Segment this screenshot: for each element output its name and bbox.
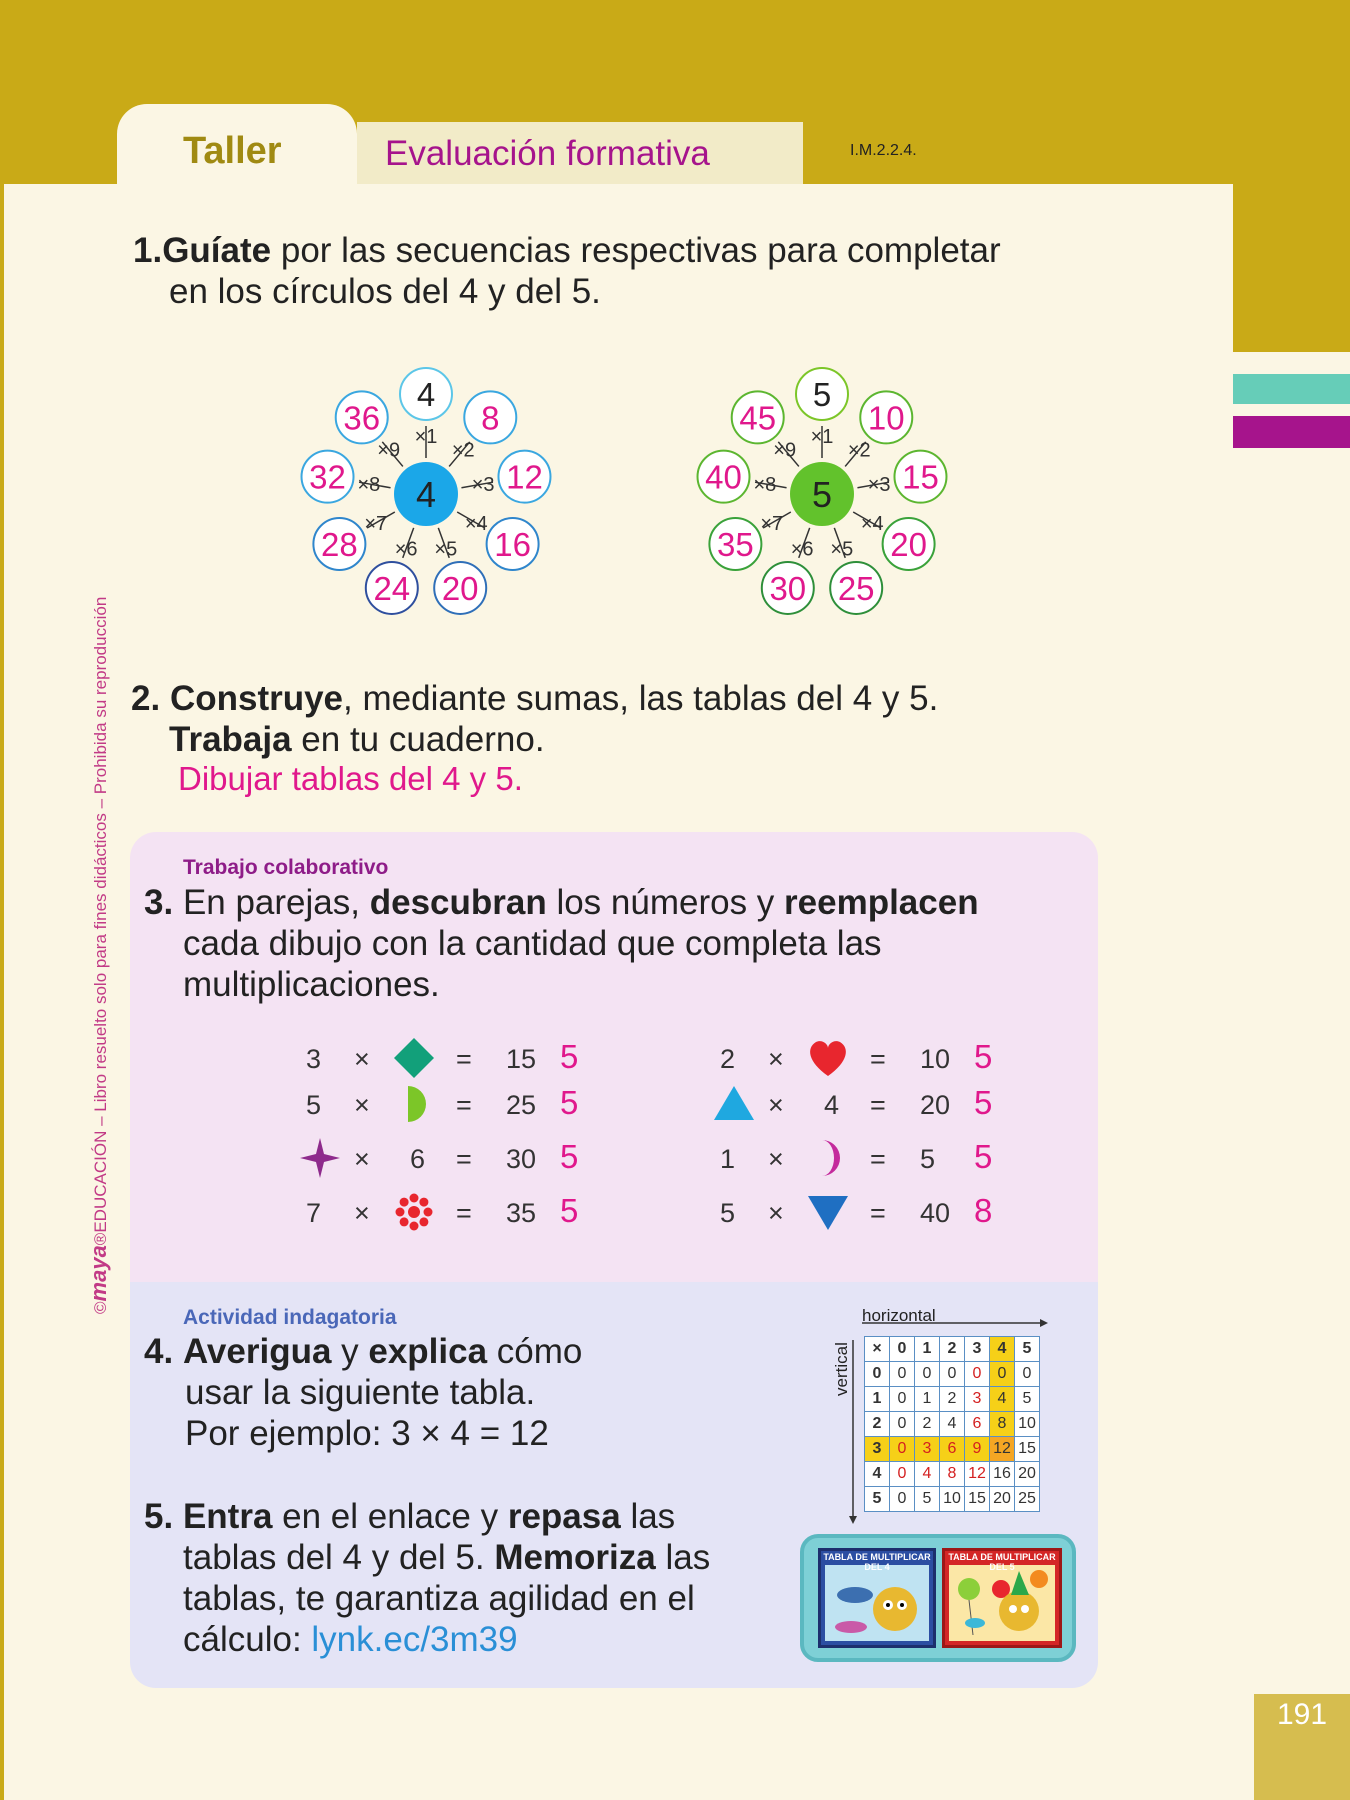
left-eq-result: 30 xyxy=(506,1144,537,1174)
table-cell: 5 xyxy=(1015,1387,1040,1412)
left-eq-result: 25 xyxy=(506,1090,537,1120)
q2-line1 xyxy=(131,678,1101,719)
q1-rest: por las secuencias respectivas para completar xyxy=(271,231,1001,270)
table-cell: 0 xyxy=(965,1362,990,1387)
left-eq-times: × xyxy=(354,1144,370,1174)
multiplier-label: ×9 xyxy=(773,439,797,462)
table-cell: 0 xyxy=(890,1487,915,1512)
left-eq-equals: = xyxy=(456,1090,472,1120)
right-eq-equals: = xyxy=(870,1198,886,1228)
diamond-icon xyxy=(390,1034,438,1082)
table-row xyxy=(865,1362,1040,1387)
thumbnail-5-art xyxy=(949,1565,1055,1641)
axis-horizontal-arrow xyxy=(862,1318,1048,1328)
table-cell: 20 xyxy=(990,1487,1015,1512)
flower-diagrams xyxy=(0,330,1350,660)
tab-evaluacion-label: Evaluación formativa xyxy=(385,134,710,173)
axis-vertical-arrow xyxy=(848,1340,858,1524)
table-cell: 15 xyxy=(965,1487,990,1512)
table-cell: 2 xyxy=(940,1387,965,1412)
petal-number: 24 xyxy=(373,569,411,607)
table-cell: 12 xyxy=(990,1437,1015,1462)
multiplier-label: ×6 xyxy=(394,538,418,561)
table-cell: 10 xyxy=(1015,1412,1040,1437)
table-cell: 3 xyxy=(965,1337,990,1362)
petal-number: 12 xyxy=(506,458,543,496)
down-icon xyxy=(804,1188,852,1236)
table-cell: 5 xyxy=(1015,1337,1040,1362)
q3-label: Trabajo colaborativo xyxy=(183,856,389,879)
center-number: 4 xyxy=(415,474,437,515)
q4-t1: y xyxy=(331,1332,369,1371)
thumbnail-4-title: TABLA DE MULTIPLICAR DEL 4 xyxy=(823,1552,931,1572)
petal-number: 10 xyxy=(867,399,905,437)
q2-bold2: Trabaja xyxy=(169,720,292,759)
left-eq-answer: 5 xyxy=(560,1038,579,1075)
left-eq-times: × xyxy=(354,1044,370,1074)
petal-number: 4 xyxy=(416,376,436,413)
q5-line4-text: cálculo: xyxy=(183,1620,312,1659)
q3-b1: descubran xyxy=(369,883,547,922)
multiplier-label: ×2 xyxy=(451,439,475,462)
q3-t2: los números y xyxy=(546,883,785,922)
right-eq-result: 10 xyxy=(920,1044,951,1074)
thumbnail-5-title: TABLA DE MULTIPLICAR DEL 5 xyxy=(948,1552,1056,1572)
right-eq-equals: = xyxy=(870,1090,886,1120)
table-row xyxy=(865,1412,1040,1437)
table-cell: 0 xyxy=(890,1362,915,1387)
right-eq-a: 1 xyxy=(720,1144,736,1174)
table-row xyxy=(865,1387,1040,1412)
left-eq-a: 7 xyxy=(306,1198,322,1228)
triangle-icon xyxy=(710,1080,758,1128)
q5-b1: Entra xyxy=(182,1497,273,1536)
q5-line2b: las xyxy=(655,1538,711,1577)
multiplier-label: ×5 xyxy=(830,538,854,561)
right-eq-result: 5 xyxy=(920,1144,936,1174)
axis-horizontal-label: horizontal xyxy=(862,1306,936,1325)
petal-number: 20 xyxy=(441,569,479,607)
tab-evaluacion xyxy=(357,122,803,184)
center-number: 5 xyxy=(811,474,833,515)
left-eq-answer: 5 xyxy=(560,1138,579,1175)
right-eq-a: 2 xyxy=(720,1044,736,1074)
table-cell: 4 xyxy=(940,1412,965,1437)
petal-number: 32 xyxy=(309,458,346,496)
left-eq-b: 6 xyxy=(410,1144,426,1174)
q1-bold: Guíate xyxy=(162,231,272,270)
table-cell: 4 xyxy=(990,1387,1015,1412)
flower-5 xyxy=(698,368,947,614)
q5-line4 xyxy=(183,1619,518,1660)
q3-line1 xyxy=(144,882,979,923)
right-eq-answer: 5 xyxy=(974,1084,993,1121)
table-cell: 25 xyxy=(1015,1487,1040,1512)
cross-icon xyxy=(296,1134,344,1182)
q3-line3: multiplicaciones. xyxy=(183,965,440,1004)
multiplier-label: ×1 xyxy=(414,426,438,448)
q2-bold1: Construye xyxy=(169,679,344,718)
table-cell: 0 xyxy=(890,1412,915,1437)
multiplier-label: ×4 xyxy=(860,513,884,535)
q2-rest2: en tu cuaderno. xyxy=(291,720,545,759)
table-cell: 3 xyxy=(965,1387,990,1412)
right-eq-times: × xyxy=(768,1044,784,1074)
right-eq-times: × xyxy=(768,1090,784,1120)
multiplier-label: ×7 xyxy=(364,513,388,535)
table-cell: 2 xyxy=(915,1412,940,1437)
table-cell: 6 xyxy=(940,1437,965,1462)
table-cell: 9 xyxy=(965,1437,990,1462)
flower-4 xyxy=(302,368,551,614)
table-cell: 3 xyxy=(865,1437,890,1462)
right-eq-times: × xyxy=(768,1144,784,1174)
petal-number: 8 xyxy=(481,399,500,437)
left-eq-answer: 5 xyxy=(560,1192,579,1229)
table-cell: 0 xyxy=(940,1362,965,1387)
right-eq-a: 5 xyxy=(720,1198,736,1228)
multiplier-label: ×1 xyxy=(810,426,834,448)
petal-number: 40 xyxy=(705,458,742,496)
table-cell: 0 xyxy=(915,1362,940,1387)
right-eq-answer: 8 xyxy=(974,1192,993,1229)
q4-line2: usar la siguiente tabla. xyxy=(185,1373,536,1412)
petal-number: 5 xyxy=(812,376,832,413)
thumbnail-table-4 xyxy=(818,1548,936,1648)
left-eq-a: 3 xyxy=(306,1044,322,1074)
table-cell: 6 xyxy=(965,1412,990,1437)
table-cell: 0 xyxy=(890,1462,915,1487)
table-row xyxy=(865,1462,1040,1487)
q5-line1 xyxy=(144,1496,675,1537)
tab-taller xyxy=(117,104,357,186)
table-row xyxy=(865,1337,1040,1362)
multiplier-label: ×4 xyxy=(464,513,488,535)
video-thumbnail[interactable] xyxy=(800,1534,1076,1662)
q2-number: 2. xyxy=(131,679,161,718)
right-eq-times: × xyxy=(768,1198,784,1228)
q4-b2: explica xyxy=(368,1332,488,1371)
petal-number: 20 xyxy=(890,526,927,563)
table-cell: 2 xyxy=(940,1337,965,1362)
right-eq-answer: 5 xyxy=(974,1138,993,1175)
multiplier-label: ×2 xyxy=(847,439,871,462)
multiplier-label: ×8 xyxy=(357,473,381,496)
flower-icon xyxy=(390,1188,438,1236)
q2-answer: Dibujar tablas del 4 y 5. xyxy=(178,760,523,797)
left-eq-answer: 5 xyxy=(560,1084,579,1121)
multiplication-table xyxy=(864,1336,1040,1512)
tab-taller-label: Taller xyxy=(183,130,282,172)
side-copyright-text: EDUCACIÓN – Libro resuelto solo para fines didácticos – Prohibida su reproducción xyxy=(91,596,110,1233)
page-number: 191 xyxy=(1276,1698,1328,1731)
moon-icon xyxy=(804,1134,852,1182)
table-cell: 4 xyxy=(990,1337,1015,1362)
table-cell: 1 xyxy=(865,1387,890,1412)
q2-rest1: , mediante sumas, las tablas del 4 y 5. xyxy=(343,679,939,718)
q1-line2: en los círculos del 4 y del 5. xyxy=(169,272,601,311)
q4-t2: cómo xyxy=(487,1332,583,1371)
thumbnail-table-5 xyxy=(942,1548,1062,1648)
petal-number: 25 xyxy=(837,569,875,607)
half-icon xyxy=(390,1080,438,1128)
left-eq-result: 15 xyxy=(506,1044,537,1074)
petal-number: 30 xyxy=(769,569,807,607)
left-eq-times: × xyxy=(354,1198,370,1228)
table-cell: 0 xyxy=(990,1362,1015,1387)
table-cell: 8 xyxy=(990,1412,1015,1437)
q5-line2 xyxy=(183,1537,710,1578)
multiplier-label: ×3 xyxy=(867,473,891,496)
multiplier-label: ×5 xyxy=(434,538,458,561)
right-eq-result: 20 xyxy=(920,1090,951,1120)
multiplier-label: ×7 xyxy=(760,513,784,535)
petal-number: 36 xyxy=(343,399,381,437)
petal-number: 16 xyxy=(494,526,531,563)
left-eq-equals: = xyxy=(456,1144,472,1174)
table-cell: 8 xyxy=(940,1462,965,1487)
table-cell: 0 xyxy=(1015,1362,1040,1387)
table-cell: × xyxy=(865,1337,890,1362)
left-eq-equals: = xyxy=(456,1044,472,1074)
multiplier-label: ×9 xyxy=(377,439,401,462)
multiplier-label: ×3 xyxy=(471,473,495,496)
q5-line2a: tablas del 4 y del 5. xyxy=(183,1538,495,1577)
brand-logo: maya xyxy=(86,1245,111,1302)
thumbnail-4-art xyxy=(825,1565,929,1641)
q4-label: Actividad indagatoria xyxy=(183,1306,397,1329)
table-cell: 0 xyxy=(890,1387,915,1412)
q3-t1: En parejas, xyxy=(182,883,370,922)
table-cell: 5 xyxy=(915,1487,940,1512)
q5-b2: repasa xyxy=(507,1497,621,1536)
petal-number: 35 xyxy=(717,526,754,563)
left-eq-result: 35 xyxy=(506,1198,537,1228)
table-cell: 5 xyxy=(865,1487,890,1512)
q3-number: 3. xyxy=(144,883,174,922)
table-row xyxy=(865,1437,1040,1462)
table-cell: 0 xyxy=(865,1362,890,1387)
multiplier-label: ×8 xyxy=(753,473,777,496)
q4-b1: Averigua xyxy=(182,1332,332,1371)
q3-line2: cada dibujo con la cantidad que completa las xyxy=(183,924,882,963)
q1-number: 1. xyxy=(133,231,163,270)
table-cell: 2 xyxy=(865,1412,890,1437)
left-eq-a: 5 xyxy=(306,1090,322,1120)
q3-b2: reemplacen xyxy=(784,883,979,922)
resource-link[interactable]: lynk.ec/3m39 xyxy=(311,1620,518,1659)
q5-line3: tablas, te garantiza agilidad en el xyxy=(183,1579,695,1618)
q5-number: 5. xyxy=(144,1497,174,1536)
q5-t1: en el enlace y xyxy=(272,1497,508,1536)
table-cell: 15 xyxy=(1015,1437,1040,1462)
petal-number: 28 xyxy=(321,526,358,563)
q1-line1 xyxy=(133,230,1001,271)
q4-line1 xyxy=(144,1331,582,1372)
table-cell: 12 xyxy=(965,1462,990,1487)
table-cell: 4 xyxy=(915,1462,940,1487)
table-row xyxy=(865,1487,1040,1512)
table-cell: 16 xyxy=(990,1462,1015,1487)
right-eq-b: 4 xyxy=(824,1090,840,1120)
table-cell: 10 xyxy=(940,1487,965,1512)
right-eq-equals: = xyxy=(870,1044,886,1074)
curriculum-code: I.M.2.2.4. xyxy=(850,142,917,159)
q4-line3: Por ejemplo: 3 × 4 = 12 xyxy=(185,1414,549,1453)
q5-b3: Memoriza xyxy=(494,1538,656,1577)
multiplier-label: ×6 xyxy=(790,538,814,561)
heart-icon xyxy=(804,1034,852,1082)
right-eq-equals: = xyxy=(870,1144,886,1174)
q2-line2 xyxy=(169,719,545,760)
q5-t2: las xyxy=(620,1497,676,1536)
table-cell: 0 xyxy=(890,1437,915,1462)
right-eq-answer: 5 xyxy=(974,1038,993,1075)
table-cell: 3 xyxy=(915,1437,940,1462)
table-cell: 0 xyxy=(890,1337,915,1362)
balloon-monster-icon xyxy=(949,1565,1055,1641)
petal-number: 45 xyxy=(739,399,777,437)
left-eq-times: × xyxy=(354,1090,370,1120)
table-cell: 4 xyxy=(865,1462,890,1487)
table-cell: 1 xyxy=(915,1387,940,1412)
left-eq-equals: = xyxy=(456,1198,472,1228)
q4-number: 4. xyxy=(144,1332,174,1371)
table-cell: 20 xyxy=(1015,1462,1040,1487)
monster-icon xyxy=(825,1565,929,1641)
table-cell: 1 xyxy=(915,1337,940,1362)
petal-number: 15 xyxy=(902,458,939,496)
side-copyright: ©maya®EDUCACIÓN – Libro resuelto solo para fines didácticos – Prohibida su reproducción xyxy=(86,596,111,1314)
right-eq-result: 40 xyxy=(920,1198,951,1228)
axis-vertical-label: vertical xyxy=(832,1342,851,1396)
